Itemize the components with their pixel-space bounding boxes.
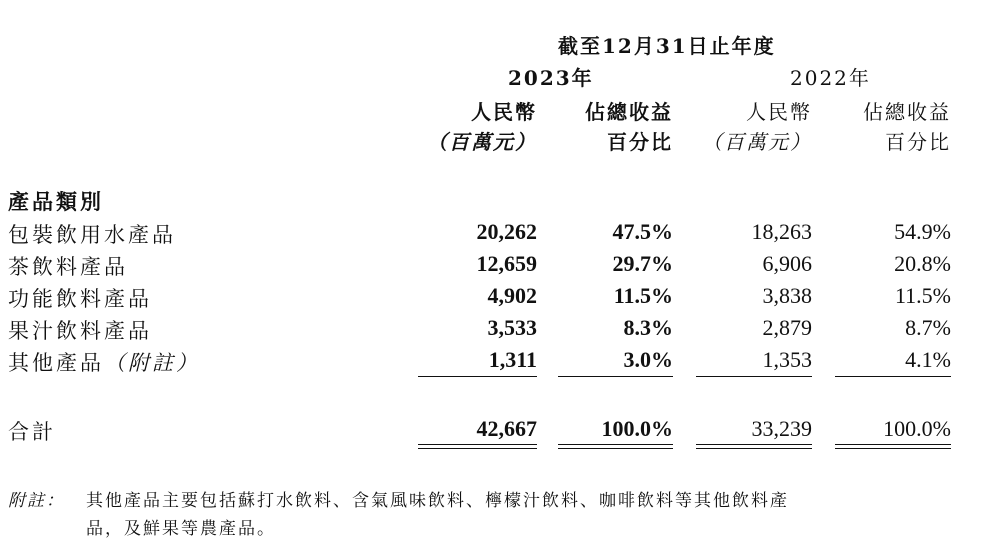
col-pct-2023-line2: 百分比 bbox=[607, 130, 673, 154]
total-pct-2022: 100.0% bbox=[883, 416, 951, 441]
total-double-rule bbox=[835, 444, 951, 449]
total-rmb-2023: 42,667 bbox=[476, 416, 537, 441]
col-amount-2023-line2: （百萬元） bbox=[427, 130, 537, 154]
total-pct-2023: 100.0% bbox=[601, 416, 673, 441]
row-rmb-2023: 1,311 bbox=[488, 347, 537, 372]
col-amount-2022-line2: （百萬元） bbox=[702, 130, 812, 154]
col-pct-2022-line2: 百分比 bbox=[885, 130, 951, 154]
row-rmb-2022: 18,263 bbox=[751, 219, 812, 244]
subtotal-rule bbox=[696, 376, 812, 377]
row-rmb-2022: 2,879 bbox=[762, 315, 812, 340]
row-pct-2023: 8.3% bbox=[623, 315, 673, 340]
row-pct-2023: 29.7% bbox=[612, 251, 673, 276]
row-label-note: （附註） bbox=[104, 351, 200, 375]
footnote-marker: 附註： bbox=[8, 491, 65, 511]
row-rmb-2023: 4,902 bbox=[487, 283, 537, 308]
row-label-group bbox=[8, 347, 200, 377]
row-pct-2022: 20.8% bbox=[894, 251, 951, 276]
row-pct-2022: 11.5% bbox=[894, 283, 951, 308]
row-label: 茶飲料產品 bbox=[8, 255, 128, 279]
row-rmb-2023: 3,533 bbox=[487, 315, 537, 340]
year-current-heading: 2023年 bbox=[508, 66, 594, 90]
row-pct-2022: 54.9% bbox=[894, 219, 951, 244]
row-pct-2022: 4.1% bbox=[905, 347, 951, 372]
subtotal-rule bbox=[835, 376, 951, 377]
row-pct-2022: 8.7% bbox=[905, 315, 951, 340]
col-pct-2022-line1: 佔總收益 bbox=[863, 100, 951, 124]
total-double-rule bbox=[558, 444, 673, 449]
row-rmb-2022: 6,906 bbox=[762, 251, 812, 276]
row-label: 包裝飲用水產品 bbox=[8, 223, 176, 247]
section-title: 產品類別 bbox=[8, 189, 104, 214]
row-label: 其他產品 bbox=[8, 351, 104, 375]
total-rmb-2022: 33,239 bbox=[751, 416, 812, 441]
footnote-line1: 其他產品主要包括蘇打水飲料、含氣風味飲料、檸檬汁飲料、咖啡飲料等其他飲料產 bbox=[86, 491, 789, 511]
row-rmb-2022: 1,353 bbox=[762, 347, 812, 372]
total-double-rule bbox=[418, 444, 537, 449]
total-double-rule bbox=[696, 444, 812, 449]
row-pct-2023: 3.0% bbox=[623, 347, 673, 372]
period-heading: 截至12月31日止年度 bbox=[558, 34, 776, 58]
row-rmb-2023: 12,659 bbox=[476, 251, 537, 276]
row-label: 果汁飲料產品 bbox=[8, 319, 152, 343]
row-pct-2023: 47.5% bbox=[612, 219, 673, 244]
col-pct-2023-line1: 佔總收益 bbox=[585, 100, 673, 124]
footnote-line2: 品，及鮮果等農產品。 bbox=[86, 519, 276, 539]
col-amount-2022-line1: 人民幣 bbox=[746, 100, 812, 124]
total-label: 合計 bbox=[8, 420, 56, 444]
subtotal-rule bbox=[418, 376, 537, 377]
row-label: 功能飲料產品 bbox=[8, 287, 152, 311]
row-pct-2023: 11.5% bbox=[613, 283, 673, 308]
year-prior-heading: 2022年 bbox=[790, 66, 871, 90]
col-amount-2023-line1: 人民幣 bbox=[471, 100, 537, 124]
subtotal-rule bbox=[558, 376, 673, 377]
row-rmb-2022: 3,838 bbox=[762, 283, 812, 308]
row-rmb-2023: 20,262 bbox=[476, 219, 537, 244]
